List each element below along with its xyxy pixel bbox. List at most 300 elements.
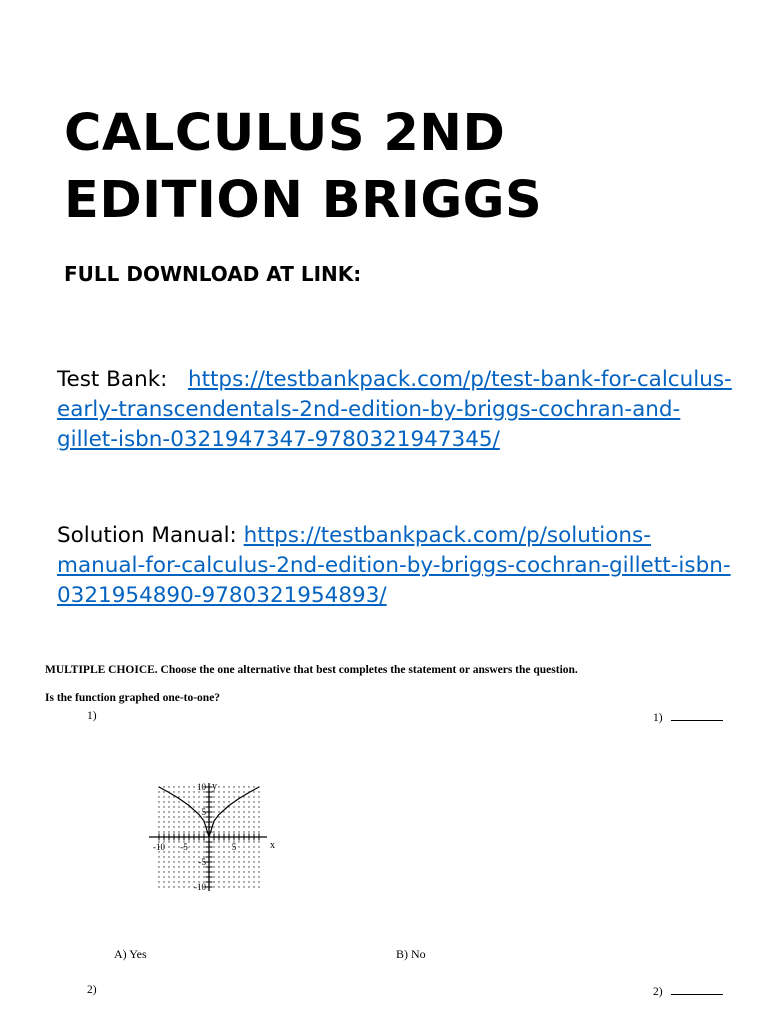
grid-dot [203, 846, 204, 847]
y-tick-label: 10 [197, 782, 206, 792]
grid-dot [178, 876, 179, 877]
grid-dot [258, 876, 259, 877]
grid-dot [178, 821, 179, 822]
grid-dot [193, 841, 194, 842]
grid-dot [258, 871, 259, 872]
grid-dot [218, 811, 219, 812]
grid-dot [253, 816, 254, 817]
grid-dot [173, 866, 174, 867]
grid-dot [163, 881, 164, 882]
grid-dot [253, 851, 254, 852]
grid-dot [173, 876, 174, 877]
grid-dot [233, 786, 234, 787]
grid-dot [243, 841, 244, 842]
grid-dot [228, 886, 229, 887]
grid-dot [243, 831, 244, 832]
grid-dot [198, 846, 199, 847]
grid-dot [223, 831, 224, 832]
grid-dot [243, 821, 244, 822]
grid-dot [168, 886, 169, 887]
grid-dot [178, 801, 179, 802]
grid-dot [183, 791, 184, 792]
grid-dot [253, 856, 254, 857]
grid-dot [233, 861, 234, 862]
grid-dot [188, 876, 189, 877]
grid-dot [213, 811, 214, 812]
grid-dot [213, 886, 214, 887]
grid-dot [203, 801, 204, 802]
grid-dot [193, 851, 194, 852]
grid-dot [158, 886, 159, 887]
grid-dot [218, 861, 219, 862]
grid-dot [223, 791, 224, 792]
grid-dot [233, 791, 234, 792]
grid-dot [178, 786, 179, 787]
grid-dot [163, 786, 164, 787]
grid-dot [183, 871, 184, 872]
grid-dot [233, 881, 234, 882]
grid-dot [173, 796, 174, 797]
grid-dot [198, 821, 199, 822]
grid-dot [223, 871, 224, 872]
grid-dot [228, 826, 229, 827]
grid-dot [233, 816, 234, 817]
grid-dot [163, 886, 164, 887]
grid-dot [218, 841, 219, 842]
section-heading: MULTIPLE CHOICE. Choose the one alternative that best completes the statement or answers the question. [45, 664, 578, 676]
grid-dot [163, 791, 164, 792]
grid-dot [193, 871, 194, 872]
y-tick-label: -10 [194, 882, 206, 892]
grid-dot [163, 831, 164, 832]
grid-dot [168, 831, 169, 832]
grid-dot [198, 826, 199, 827]
grid-dot [223, 881, 224, 882]
grid-dot [188, 871, 189, 872]
grid-dot [238, 821, 239, 822]
grid-dot [223, 786, 224, 787]
grid-dot [173, 826, 174, 827]
title-line-2: EDITION BRIGGS [64, 171, 543, 230]
grid-dot [253, 826, 254, 827]
grid-dot [258, 846, 259, 847]
x-tick-label: -5 [180, 842, 188, 852]
grid-dot [228, 816, 229, 817]
grid-dot [233, 856, 234, 857]
grid-dot [173, 841, 174, 842]
y-tick-label: -5 [198, 857, 206, 867]
grid-dot [218, 806, 219, 807]
grid-dot [258, 796, 259, 797]
grid-dot [213, 796, 214, 797]
grid-dot [198, 851, 199, 852]
grid-dot [218, 816, 219, 817]
grid-dot [158, 821, 159, 822]
grid-dot [218, 801, 219, 802]
grid-dot [218, 876, 219, 877]
grid-dot [183, 811, 184, 812]
grid-dot [258, 861, 259, 862]
grid-dot [253, 871, 254, 872]
grid-dot [173, 851, 174, 852]
grid-dot [193, 856, 194, 857]
grid-dot [218, 881, 219, 882]
grid-dot [163, 861, 164, 862]
grid-dot [238, 841, 239, 842]
grid-dot [158, 826, 159, 827]
grid-dot [163, 856, 164, 857]
grid-dot [248, 846, 249, 847]
grid-dot [188, 846, 189, 847]
grid-dot [158, 796, 159, 797]
grid-dot [218, 856, 219, 857]
grid-dot [168, 856, 169, 857]
answer-2-number: 2) [653, 986, 663, 998]
grid-dot [213, 816, 214, 817]
grid-dot [243, 796, 244, 797]
grid-dot [213, 876, 214, 877]
grid-dot [233, 866, 234, 867]
grid-dot [168, 801, 169, 802]
grid-dot [193, 791, 194, 792]
grid-dot [258, 851, 259, 852]
grid-dot [248, 816, 249, 817]
grid-dot [168, 876, 169, 877]
grid-dot [248, 876, 249, 877]
grid-dot [233, 831, 234, 832]
grid-dot [198, 841, 199, 842]
grid-dot [188, 801, 189, 802]
grid-dot [218, 821, 219, 822]
test-bank-label: Test Bank: [57, 367, 168, 392]
grid-dot [248, 861, 249, 862]
grid-dot [193, 866, 194, 867]
grid-dot [168, 806, 169, 807]
grid-dot [243, 806, 244, 807]
grid-dot [223, 861, 224, 862]
grid-dot [213, 866, 214, 867]
grid-dot [198, 831, 199, 832]
grid-dot [248, 881, 249, 882]
grid-dot [183, 831, 184, 832]
grid-dot [238, 886, 239, 887]
grid-dot [183, 826, 184, 827]
grid-dot [248, 866, 249, 867]
grid-dot [193, 806, 194, 807]
grid-dot [223, 866, 224, 867]
grid-dot [228, 841, 229, 842]
grid-dot [223, 841, 224, 842]
grid-dot [188, 886, 189, 887]
grid-dot [193, 796, 194, 797]
solution-manual-link[interactable]: https://testbankpack.com/p/solutions-manual-for-calculus-2nd-edition-by-briggs-cochran-gillett-isbn-0321954890-9780321954893/ [57, 523, 731, 608]
grid-dot [163, 801, 164, 802]
choice-b[interactable]: B) No [396, 947, 426, 961]
grid-dot [238, 851, 239, 852]
grid-dot [173, 801, 174, 802]
grid-dot [228, 786, 229, 787]
answer-slot-1 [653, 710, 723, 724]
grid-dot [238, 786, 239, 787]
grid-dot [233, 826, 234, 827]
grid-dot [258, 791, 259, 792]
grid-dot [193, 861, 194, 862]
grid-dot [183, 786, 184, 787]
grid-dot [248, 811, 249, 812]
grid-dot [243, 846, 244, 847]
grid-dot [168, 796, 169, 797]
grid-dot [183, 806, 184, 807]
grid-dot [213, 841, 214, 842]
grid-dot [223, 846, 224, 847]
grid-dot [218, 851, 219, 852]
grid-dot [238, 866, 239, 867]
answer-2-blank[interactable] [671, 984, 723, 995]
grid-dot [258, 816, 259, 817]
title-line-1: CALCULUS 2ND [64, 104, 506, 163]
grid-dot [228, 876, 229, 877]
grid-dot [178, 881, 179, 882]
grid-dot [213, 881, 214, 882]
grid-dot [218, 796, 219, 797]
grid-dot [188, 791, 189, 792]
grid-dot [248, 871, 249, 872]
grid-dot [183, 856, 184, 857]
grid-dot [213, 856, 214, 857]
grid-dot [198, 796, 199, 797]
grid-dot [218, 786, 219, 787]
grid-dot [253, 881, 254, 882]
grid-dot [223, 886, 224, 887]
grid-dot [228, 871, 229, 872]
grid-dot [258, 831, 259, 832]
grid-dot [228, 851, 229, 852]
grid-dot [238, 846, 239, 847]
grid-dot [213, 831, 214, 832]
grid-dot [173, 816, 174, 817]
grid-dot [173, 881, 174, 882]
grid-dot [163, 806, 164, 807]
grid-dot [223, 816, 224, 817]
grid-dot [178, 806, 179, 807]
grid-dot [158, 866, 159, 867]
grid-dot [178, 816, 179, 817]
grid-dot [248, 796, 249, 797]
function-graph [96, 726, 326, 946]
answer-1-number: 1) [653, 712, 663, 724]
grid-dot [243, 866, 244, 867]
grid-dot [213, 846, 214, 847]
grid-dot [233, 886, 234, 887]
grid-dot [183, 816, 184, 817]
grid-dot [188, 786, 189, 787]
grid-dot [243, 871, 244, 872]
grid-dot [248, 806, 249, 807]
grid-dot [178, 826, 179, 827]
grid-dot [233, 811, 234, 812]
grid-dot [238, 881, 239, 882]
grid-dot [218, 791, 219, 792]
grid-dot [218, 866, 219, 867]
grid-dot [253, 821, 254, 822]
grid-dot [158, 806, 159, 807]
grid-dot [203, 851, 204, 852]
grid-dot [168, 841, 169, 842]
grid-dot [158, 881, 159, 882]
grid-dot [248, 786, 249, 787]
grid-dot [223, 801, 224, 802]
grid-dot [158, 871, 159, 872]
solution-manual-block [57, 521, 737, 611]
grid-dot [178, 866, 179, 867]
grid-dot [173, 786, 174, 787]
grid-dot [228, 866, 229, 867]
x-tick-label: -10 [153, 842, 165, 852]
question-prompt: Is the function graphed one-to-one? [45, 692, 221, 704]
grid-dot [223, 811, 224, 812]
grid-dot [188, 811, 189, 812]
test-bank-link[interactable]: https://testbankpack.com/p/test-bank-for-calculus-early-transcendentals-2nd-edition-by-briggs-cochran-and-gillet-isbn-0321947347-9780321947345/ [57, 367, 732, 452]
grid-dot [193, 801, 194, 802]
grid-dot [238, 791, 239, 792]
grid-dot [218, 846, 219, 847]
grid-dot [233, 876, 234, 877]
grid-dot [243, 816, 244, 817]
grid-dot [173, 871, 174, 872]
grid-dot [243, 811, 244, 812]
grid-dot [223, 821, 224, 822]
grid-dot [163, 816, 164, 817]
grid-dot [218, 886, 219, 887]
document-title [64, 100, 542, 234]
grid-dot [253, 866, 254, 867]
grid-dot [243, 856, 244, 857]
grid-dot [178, 856, 179, 857]
grid-dot [258, 821, 259, 822]
grid-dot [223, 826, 224, 827]
grid-dot [258, 826, 259, 827]
grid-dot [228, 861, 229, 862]
grid-dot [173, 856, 174, 857]
grid-dot [213, 826, 214, 827]
grid-dot [253, 876, 254, 877]
x-tick-label: 5 [231, 842, 237, 852]
grid-dot [253, 786, 254, 787]
grid-dot [198, 871, 199, 872]
grid-dot [248, 886, 249, 887]
grid-dot [258, 801, 259, 802]
grid-dot [228, 846, 229, 847]
grid-dot [158, 831, 159, 832]
grid-dot [253, 796, 254, 797]
grid-dot [188, 821, 189, 822]
test-bank-block [57, 365, 737, 455]
grid-dot [243, 786, 244, 787]
grid-dot [213, 871, 214, 872]
grid-dot [253, 841, 254, 842]
answer-slot-2 [653, 984, 723, 998]
grid-dot [243, 826, 244, 827]
grid-dot [183, 821, 184, 822]
grid-dot [173, 806, 174, 807]
grid-dot [238, 861, 239, 862]
grid-dot [218, 831, 219, 832]
grid-dot [158, 861, 159, 862]
grid-dot [238, 826, 239, 827]
grid-dot [238, 796, 239, 797]
grid-dot [258, 841, 259, 842]
grid-dot [168, 816, 169, 817]
grid-dot [248, 851, 249, 852]
grid-dot [168, 826, 169, 827]
grid-dot [243, 861, 244, 862]
grid-dot [238, 871, 239, 872]
grid-dot [228, 821, 229, 822]
grid-dot [243, 876, 244, 877]
grid-dot [183, 881, 184, 882]
grid-dot [218, 826, 219, 827]
grid-dot [158, 801, 159, 802]
grid-dot [163, 796, 164, 797]
grid-dot [193, 846, 194, 847]
grid-dot [168, 851, 169, 852]
grid-dot [183, 866, 184, 867]
grid-dot [198, 806, 199, 807]
grid-dot [168, 866, 169, 867]
grid-dot [218, 871, 219, 872]
grid-dot [178, 791, 179, 792]
grid-dot [193, 786, 194, 787]
grid-dot [173, 791, 174, 792]
choice-a[interactable]: A) Yes [114, 947, 147, 961]
grid-dot [248, 831, 249, 832]
grid-dot [168, 846, 169, 847]
grid-dot [253, 791, 254, 792]
grid-dot [173, 886, 174, 887]
grid-dot [198, 876, 199, 877]
question-1-number: 1) [87, 710, 97, 722]
grid-dot [183, 796, 184, 797]
solution-manual-label: Solution Manual: [57, 523, 237, 548]
grid-dot [193, 816, 194, 817]
grid-dot [258, 866, 259, 867]
grid-dot [253, 811, 254, 812]
grid-dot [188, 856, 189, 857]
grid-dot [188, 841, 189, 842]
grid-dot [188, 851, 189, 852]
grid-dot [243, 886, 244, 887]
grid-dot [233, 821, 234, 822]
grid-dot [223, 806, 224, 807]
grid-dot [163, 811, 164, 812]
grid-dot [188, 816, 189, 817]
grid-dot [193, 821, 194, 822]
question-2-number: 2) [87, 984, 97, 996]
grid-dot [173, 821, 174, 822]
grid-dot [238, 806, 239, 807]
grid-dot [258, 881, 259, 882]
grid-dot [228, 801, 229, 802]
grid-dot [198, 801, 199, 802]
grid-dot [188, 826, 189, 827]
grid-dot [203, 831, 204, 832]
grid-dot [228, 796, 229, 797]
grid-dot [188, 861, 189, 862]
answer-1-blank[interactable] [671, 710, 723, 721]
grid-dot [228, 856, 229, 857]
grid-dot [243, 851, 244, 852]
grid-dot [178, 886, 179, 887]
